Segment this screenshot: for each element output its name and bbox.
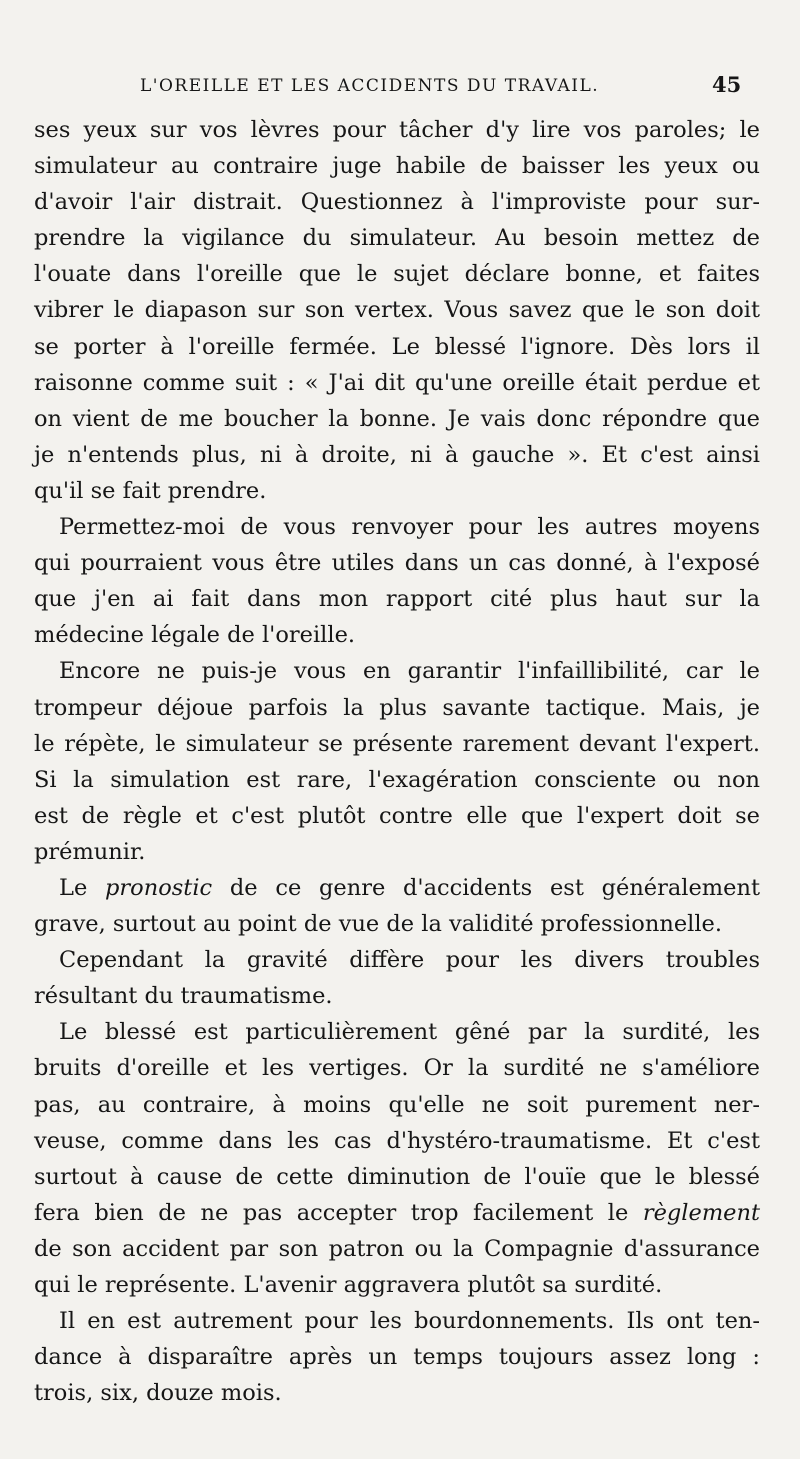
text-segment: bruits d'oreille et les vertiges. Or la surdité ne s'améliore <box>34 1055 760 1082</box>
paragraph <box>34 942 760 1014</box>
paragraph <box>34 1303 760 1411</box>
text-segment: le répète, le simulateur se présente rarement devant l'expert. <box>34 730 760 757</box>
text-line <box>34 1123 760 1159</box>
text-line <box>34 726 760 762</box>
text-line <box>34 112 760 148</box>
text-segment: d'avoir l'air distrait. Questionnez à l'improviste pour sur- <box>34 189 760 216</box>
text-segment: Cependant la gravité diffère pour les divers troubles <box>59 947 760 974</box>
text-line <box>34 653 760 689</box>
page-number: 45 <box>712 72 742 97</box>
text-segment: prémunir. <box>34 838 146 865</box>
text-line <box>34 581 760 617</box>
text-segment: résultant du traumatisme. <box>34 983 333 1010</box>
text-line <box>34 148 760 184</box>
text-line <box>34 365 760 401</box>
text-line <box>34 329 760 365</box>
text-segment: trois, six, douze mois. <box>34 1380 282 1407</box>
text-line <box>34 1050 760 1086</box>
text-line <box>34 942 760 978</box>
text-line <box>34 1159 760 1195</box>
text-segment: veuse, comme dans les cas d'hystéro-traumatisme. Et c'est <box>34 1127 760 1154</box>
text-segment: Encore ne puis-je vous en garantir l'infaillibilité, car le <box>59 658 760 685</box>
text-segment: qui le représente. L'avenir aggravera plutôt sa surdité. <box>34 1272 663 1298</box>
text-line <box>34 256 760 292</box>
body-text <box>34 112 760 1411</box>
text-line <box>34 690 760 726</box>
text-segment: que j'en ai fait dans mon rapport cité plus haut sur la <box>34 586 760 613</box>
text-segment: prendre la vigilance du simulateur. Au besoin mettez de <box>34 225 760 252</box>
text-line <box>34 220 760 256</box>
text-segment: grave, surtout au point de vue de la validité professionnelle. <box>34 911 722 938</box>
text-segment: fera bien de ne pas accepter trop facilement le <box>34 1199 643 1226</box>
text-line <box>34 401 760 437</box>
text-line <box>34 184 760 220</box>
paragraph <box>34 653 760 870</box>
text-segment: se porter à l'oreille fermée. Le blessé l'ignore. Dès lors il <box>34 333 760 360</box>
text-line <box>34 1087 760 1123</box>
text-segment: de son accident par son patron ou la Compagnie d'assurance <box>34 1235 760 1262</box>
text-segment: vibrer le diapason sur son vertex. Vous savez que le son doit <box>34 297 760 324</box>
text-segment: surtout à cause de cette diminution de l'ouïe que le blessé <box>34 1163 760 1190</box>
text-segment: Il en est autrement pour les bourdonnements. Ils ont ten- <box>59 1308 760 1335</box>
text-segment: l'ouate dans l'oreille que le sujet déclare bonne, et faites <box>34 261 760 288</box>
text-segment: ses yeux sur vos lèvres pour tâcher d'y lire vos paroles; le <box>34 117 760 143</box>
text-line <box>34 617 760 653</box>
text-line <box>34 1014 760 1050</box>
text-segment: qu'il se fait prendre. <box>34 477 267 504</box>
text-segment: je n'entends plus, ni à droite, ni à gauche ». Et c'est ainsi <box>34 441 760 468</box>
text-line <box>34 870 760 906</box>
text-line <box>34 1267 760 1303</box>
text-segment: Le blessé est particulièrement gêné par la surdité, les <box>59 1019 760 1046</box>
text-segment: de ce genre d'accidents est généralement <box>212 874 760 901</box>
italic-term: pronostic <box>105 874 213 901</box>
text-line <box>34 473 760 509</box>
text-segment: Permettez-moi de vous renvoyer pour les autres moyens <box>59 514 760 541</box>
text-line <box>34 545 760 581</box>
text-segment: qui pourraient vous être utiles dans un cas donné, à l'exposé <box>34 550 760 577</box>
text-segment: est de règle et c'est plutôt contre elle que l'expert doit se <box>34 802 760 829</box>
text-line <box>34 762 760 798</box>
text-line <box>34 1303 760 1339</box>
text-line <box>34 1231 760 1267</box>
text-line <box>34 834 760 870</box>
text-segment: on vient de me boucher la bonne. Je vais donc répondre que <box>34 405 760 432</box>
running-header <box>0 70 800 106</box>
italic-term: règlement <box>642 1199 760 1226</box>
text-line <box>34 1375 760 1411</box>
text-segment: simulateur au contraire juge habile de baisser les yeux ou <box>34 153 760 180</box>
text-line <box>34 1339 760 1375</box>
running-title: L'OREILLE ET LES ACCIDENTS DU TRAVAIL. <box>140 76 600 96</box>
text-line <box>34 978 760 1014</box>
text-line <box>34 292 760 328</box>
paragraph <box>34 1014 760 1303</box>
text-segment: trompeur déjoue parfois la plus savante tactique. Mais, je <box>34 694 760 721</box>
text-line <box>34 906 760 942</box>
text-line <box>34 798 760 834</box>
text-segment: raisonne comme suit : « J'ai dit qu'une oreille était perdue et <box>34 369 760 396</box>
paragraph <box>34 112 760 509</box>
text-segment: dance à disparaître après un temps toujours assez long : <box>34 1344 760 1371</box>
paragraph <box>34 509 760 653</box>
text-segment: pas, au contraire, à moins qu'elle ne soit purement ner- <box>34 1091 760 1118</box>
text-segment: médecine légale de l'oreille. <box>34 622 356 649</box>
text-segment: Si la simulation est rare, l'exagération consciente ou non <box>34 766 760 793</box>
text-line <box>34 437 760 473</box>
text-segment: Le <box>59 874 105 901</box>
text-line <box>34 509 760 545</box>
text-line <box>34 1195 760 1231</box>
paragraph <box>34 870 760 942</box>
